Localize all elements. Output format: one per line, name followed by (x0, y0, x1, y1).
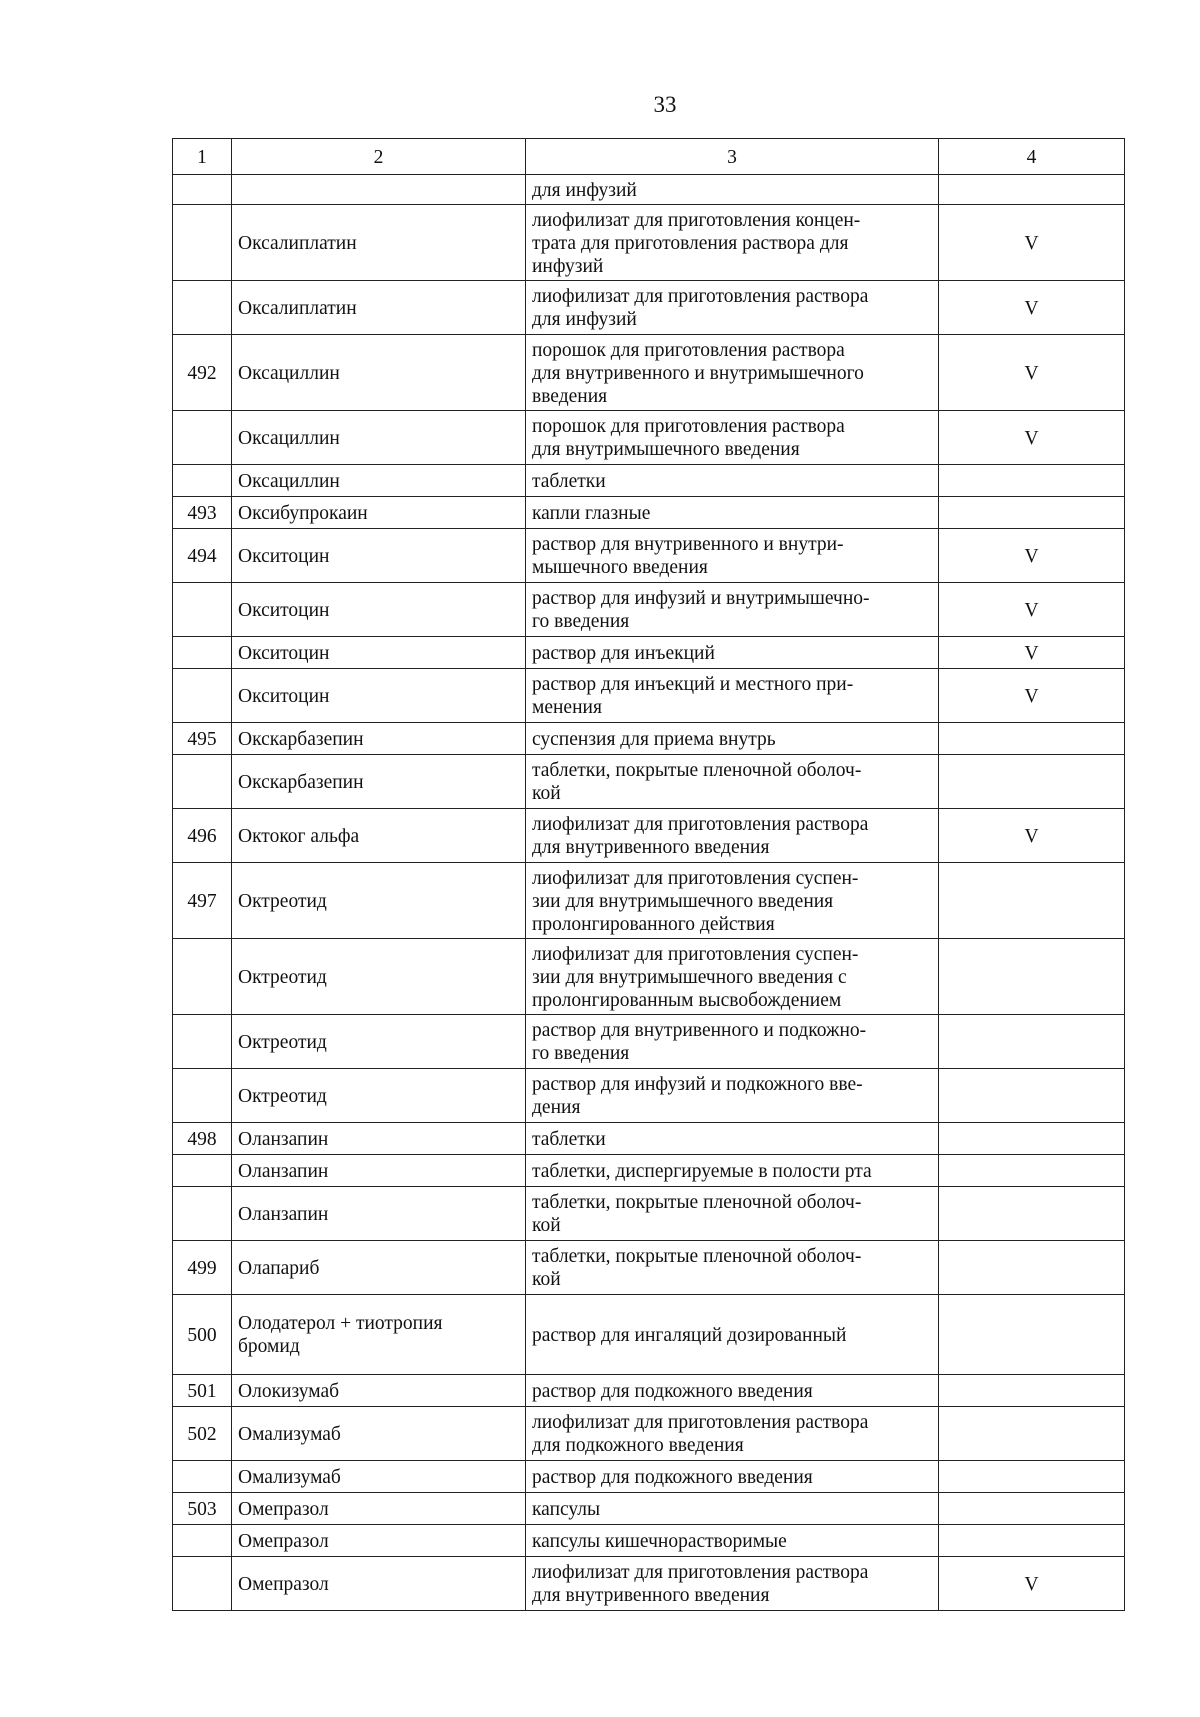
vital-mark (939, 281, 1125, 335)
row-number-text: 503 (187, 1498, 217, 1520)
drug-name-text: Октреотид (238, 1085, 327, 1107)
dosage-form (526, 1123, 939, 1155)
table-row (173, 465, 1125, 497)
vital-mark (939, 1187, 1125, 1241)
dosage-form (526, 281, 939, 335)
column-header-2: 2 (232, 139, 526, 175)
table-row (173, 529, 1125, 583)
row-number-text: 498 (187, 1128, 217, 1150)
drug-name-text: Октреотид (238, 890, 327, 912)
drug-name (232, 1155, 526, 1187)
dosage-form-text: лиофилизат для приготовления суспен- зии для внутримышечного введения пролонгированного действия (532, 867, 859, 935)
dosage-form (526, 1069, 939, 1123)
dosage-form (526, 1407, 939, 1461)
dosage-form-text: капсулы (532, 1498, 601, 1520)
dosage-form (526, 1493, 939, 1525)
drug-name (232, 1069, 526, 1123)
row-number (173, 465, 232, 497)
dosage-form-text: таблетки, покрытые пленочной оболоч- кой (532, 760, 862, 804)
vital-mark (939, 939, 1125, 1015)
dosage-form-text: лиофилизат для приготовления раствора для инфузий (532, 286, 869, 330)
dosage-form-text: раствор для внутривенного и внутри- мышечного введения (532, 534, 844, 578)
table-row (173, 669, 1125, 723)
row-number (173, 205, 232, 281)
table-row (173, 723, 1125, 755)
vital-mark (939, 669, 1125, 723)
dosage-form-text: таблетки (532, 1128, 606, 1150)
row-number (173, 637, 232, 669)
row-number-text: 497 (187, 890, 217, 912)
table-row (173, 1187, 1125, 1241)
dosage-form-text: порошок для приготовления раствора для внутривенного и внутримышечного введения (532, 339, 864, 407)
drug-name (232, 1375, 526, 1407)
row-number-text: 495 (187, 728, 217, 750)
vital-mark (939, 411, 1125, 465)
dosage-form (526, 1375, 939, 1407)
row-number (173, 1493, 232, 1525)
dosage-form-text: таблетки, покрытые пленочной оболоч- кой (532, 1246, 862, 1290)
dosage-form (526, 1241, 939, 1295)
drug-name (232, 1557, 526, 1611)
vital-mark (939, 723, 1125, 755)
row-number (173, 497, 232, 529)
drug-name-text: Омализумаб (238, 1466, 341, 1488)
row-number (173, 863, 232, 939)
drug-name (232, 497, 526, 529)
drug-name (232, 1295, 526, 1375)
drug-name (232, 281, 526, 335)
vital-mark-text: V (1024, 427, 1039, 449)
dosage-form (526, 175, 939, 205)
dosage-form-text: раствор для инфузий и внутримышечно- го введения (532, 588, 870, 632)
page-number: 33 (653, 92, 677, 117)
dosage-form-text: капсулы кишечнорастворимые (532, 1530, 787, 1552)
dosage-form-text: раствор для инфузий и подкожного вве- дения (532, 1074, 863, 1118)
table-row (173, 1461, 1125, 1493)
drug-name-text: Окскарбазепин (238, 728, 364, 750)
table-row (173, 809, 1125, 863)
drug-name-text: Октреотид (238, 1031, 327, 1053)
column-header-4: 4 (939, 139, 1125, 175)
row-number-text: 502 (187, 1423, 217, 1445)
table-row (173, 205, 1125, 281)
table-row (173, 1525, 1125, 1557)
drug-name (232, 863, 526, 939)
dosage-form (526, 583, 939, 637)
row-number (173, 1557, 232, 1611)
dosage-form (526, 809, 939, 863)
row-number (173, 1241, 232, 1295)
vital-mark (939, 637, 1125, 669)
dosage-form (526, 669, 939, 723)
vital-mark (939, 529, 1125, 583)
row-number-text: 499 (187, 1257, 217, 1279)
drug-name-text: Олодатерол + тиотропия бромид (238, 1313, 443, 1357)
vital-mark-text: V (1024, 685, 1039, 707)
row-number-text: 500 (187, 1324, 217, 1346)
vital-mark (939, 1461, 1125, 1493)
row-number (173, 1461, 232, 1493)
drug-name-text: Оксалиплатин (238, 297, 357, 319)
drug-name-text: Оксациллин (238, 362, 340, 384)
dosage-form (526, 723, 939, 755)
vital-mark (939, 1069, 1125, 1123)
vital-mark (939, 1375, 1125, 1407)
table-row (173, 411, 1125, 465)
drug-name (232, 809, 526, 863)
row-number (173, 583, 232, 637)
drug-name-text: Олокизумаб (238, 1380, 340, 1402)
row-number (173, 723, 232, 755)
drug-name-text: Окситоцин (238, 545, 330, 567)
table-row (173, 281, 1125, 335)
dosage-form (526, 1015, 939, 1069)
drug-name-text: Оланзапин (238, 1160, 329, 1182)
drug-name-text: Оксациллин (238, 427, 340, 449)
vital-mark-text: V (1024, 297, 1039, 319)
drug-name-text: Оксациллин (238, 470, 340, 492)
table-row (173, 1069, 1125, 1123)
vital-mark (939, 335, 1125, 411)
vital-mark (939, 1493, 1125, 1525)
column-header-1: 1 (173, 139, 232, 175)
drug-name (232, 939, 526, 1015)
dosage-form-text: суспензия для приема внутрь (532, 728, 776, 750)
dosage-form (526, 335, 939, 411)
vital-mark-text: V (1024, 1573, 1039, 1595)
dosage-form (526, 205, 939, 281)
vital-mark-text: V (1024, 545, 1039, 567)
dosage-form-text: таблетки, покрытые пленочной оболоч- кой (532, 1192, 862, 1236)
row-number (173, 1187, 232, 1241)
drug-name-text: Оксибупрокаин (238, 502, 368, 524)
drug-name (232, 1493, 526, 1525)
dosage-form-text: раствор для подкожного введения (532, 1466, 813, 1488)
dosage-form (526, 1187, 939, 1241)
table-row (173, 497, 1125, 529)
drug-name (232, 205, 526, 281)
dosage-form (526, 465, 939, 497)
row-number (173, 1015, 232, 1069)
column-header-3: 3 (526, 139, 939, 175)
row-number-text: 493 (187, 502, 217, 524)
row-number-text: 492 (187, 362, 217, 384)
vital-mark-text: V (1024, 642, 1039, 664)
drug-name-text: Оланзапин (238, 1203, 329, 1225)
dosage-form-text: капли глазные (532, 502, 651, 524)
row-number (173, 1069, 232, 1123)
drug-name-text: Октоког альфа (238, 825, 360, 847)
vital-mark (939, 1407, 1125, 1461)
row-number (173, 1525, 232, 1557)
row-number-text: 496 (187, 825, 217, 847)
drug-name-text: Омепразол (238, 1573, 329, 1595)
dosage-form (526, 637, 939, 669)
dosage-form-text: для инфузий (532, 179, 637, 201)
drug-name-text: Окскарбазепин (238, 771, 364, 793)
row-number (173, 411, 232, 465)
table-row (173, 1557, 1125, 1611)
row-number-text: 494 (187, 545, 217, 567)
dosage-form (526, 863, 939, 939)
drug-name (232, 1187, 526, 1241)
dosage-form (526, 1295, 939, 1375)
table-row (173, 1493, 1125, 1525)
dosage-form (526, 1155, 939, 1187)
dosage-form-text: таблетки (532, 470, 606, 492)
dosage-form-text: лиофилизат для приготовления суспен- зии для внутримышечного введения с пролонгированным высвобождением (532, 943, 859, 1011)
drug-name-text: Оксалиплатин (238, 232, 357, 254)
table-row (173, 1015, 1125, 1069)
vital-mark (939, 1155, 1125, 1187)
drug-table (172, 138, 1125, 1611)
drug-name-text: Омализумаб (238, 1423, 341, 1445)
dosage-form (526, 1461, 939, 1493)
row-number (173, 755, 232, 809)
row-number (173, 809, 232, 863)
drug-name (232, 1123, 526, 1155)
drug-name-text: Омепразол (238, 1530, 329, 1552)
drug-name (232, 723, 526, 755)
drug-name (232, 583, 526, 637)
table-row (173, 755, 1125, 809)
vital-mark-text: V (1024, 599, 1039, 621)
vital-mark (939, 175, 1125, 205)
table-row (173, 1155, 1125, 1187)
dosage-form-text: лиофилизат для приготовления раствора для подкожного введения (532, 1412, 869, 1456)
drug-name (232, 755, 526, 809)
drug-name (232, 1241, 526, 1295)
dosage-form-text: раствор для инъекций и местного при- менения (532, 674, 854, 718)
drug-name-text: Оланзапин (238, 1128, 329, 1150)
table-row (173, 863, 1125, 939)
drug-name (232, 465, 526, 497)
drug-name (232, 637, 526, 669)
vital-mark (939, 1295, 1125, 1375)
vital-mark (939, 497, 1125, 529)
dosage-form (526, 497, 939, 529)
drug-name (232, 175, 526, 205)
vital-mark (939, 755, 1125, 809)
dosage-form (526, 939, 939, 1015)
dosage-form (526, 1557, 939, 1611)
dosage-form-text: раствор для инъекций (532, 642, 715, 664)
row-number (173, 939, 232, 1015)
vital-mark (939, 1015, 1125, 1069)
dosage-form-text: таблетки, диспергируемые в полости рта (532, 1160, 872, 1182)
vital-mark (939, 465, 1125, 497)
dosage-form (526, 1525, 939, 1557)
table-row (173, 1123, 1125, 1155)
drug-name (232, 1461, 526, 1493)
drug-name (232, 335, 526, 411)
dosage-form-text: лиофилизат для приготовления раствора для внутривенного введения (532, 1562, 869, 1606)
row-number (173, 669, 232, 723)
row-number (173, 281, 232, 335)
drug-name (232, 529, 526, 583)
drug-name (232, 1407, 526, 1461)
row-number-text: 501 (187, 1380, 217, 1402)
drug-name-text: Олапариб (238, 1257, 320, 1279)
table-body (173, 175, 1125, 1611)
table-row (173, 1295, 1125, 1375)
vital-mark-text: V (1024, 825, 1039, 847)
vital-mark (939, 1123, 1125, 1155)
dosage-form-text: раствор для внутривенного и подкожно- го введения (532, 1020, 867, 1064)
vital-mark (939, 583, 1125, 637)
table-row (173, 1241, 1125, 1295)
drug-name (232, 411, 526, 465)
header-row (173, 139, 1125, 175)
dosage-form-text: лиофилизат для приготовления раствора для внутривенного введения (532, 814, 869, 858)
dosage-form (526, 755, 939, 809)
vital-mark-text: V (1024, 232, 1039, 254)
vital-mark (939, 205, 1125, 281)
vital-mark (939, 1557, 1125, 1611)
table-row (173, 175, 1125, 205)
row-number (173, 1375, 232, 1407)
dosage-form (526, 411, 939, 465)
dosage-form-text: раствор для подкожного введения (532, 1380, 813, 1402)
table-row (173, 583, 1125, 637)
drug-name (232, 1525, 526, 1557)
dosage-form-text: порошок для приготовления раствора для внутримышечного введения (532, 416, 845, 460)
table-row (173, 335, 1125, 411)
table-row (173, 1375, 1125, 1407)
drug-name-text: Окситоцин (238, 685, 330, 707)
vital-mark (939, 1241, 1125, 1295)
row-number (173, 1407, 232, 1461)
drug-name-text: Омепразол (238, 1498, 329, 1520)
dosage-form-text: лиофилизат для приготовления концен- трата для приготовления раствора для инфузий (532, 209, 861, 277)
row-number (173, 1155, 232, 1187)
drug-name-text: Окситоцин (238, 642, 330, 664)
row-number (173, 335, 232, 411)
drug-name-text: Октреотид (238, 966, 327, 988)
row-number (173, 1123, 232, 1155)
row-number (173, 1295, 232, 1375)
vital-mark (939, 863, 1125, 939)
table-row (173, 1407, 1125, 1461)
table-row (173, 939, 1125, 1015)
vital-mark (939, 809, 1125, 863)
drug-name-text: Окситоцин (238, 599, 330, 621)
vital-mark (939, 1525, 1125, 1557)
vital-mark-text: V (1024, 362, 1039, 384)
drug-name (232, 669, 526, 723)
row-number (173, 529, 232, 583)
drug-name (232, 1015, 526, 1069)
dosage-form (526, 529, 939, 583)
dosage-form-text: раствор для ингаляций дозированный (532, 1324, 847, 1346)
table-row (173, 637, 1125, 669)
row-number (173, 175, 232, 205)
